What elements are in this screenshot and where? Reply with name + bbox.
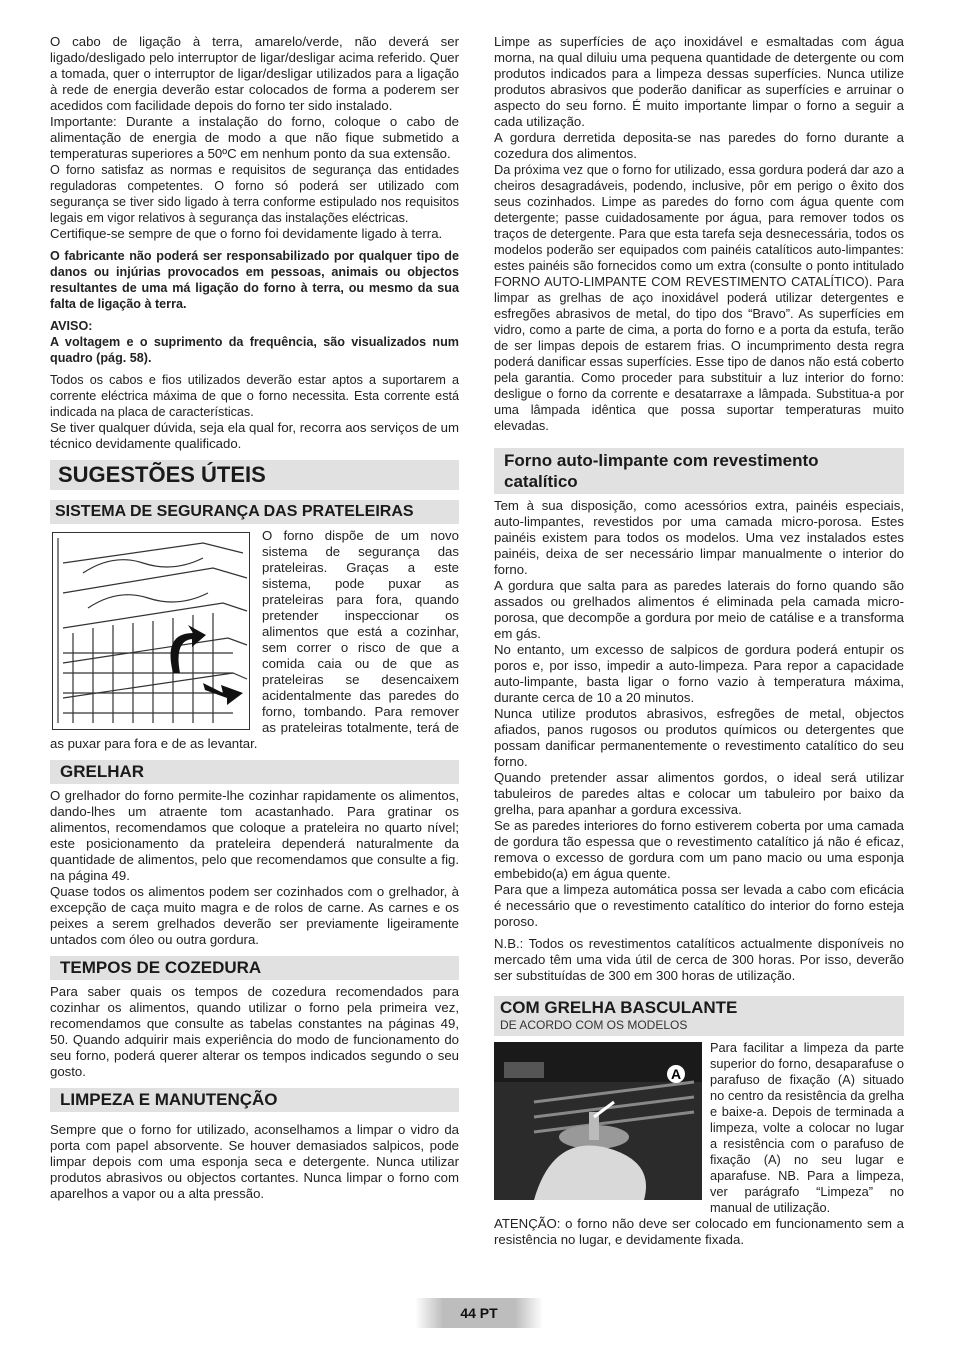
grill-photo [494, 1042, 702, 1200]
paragraph: Da próxima vez que o forno for utilizado, essa gordura poderá dar azo a cheiros desagradáveis, podendo, inclusive, pôr em perigo o êxito dos seus cozinhados. Limpe as paredes do forno com água quente com detergente; passe cuidadosamente por água, para remover todos os traços de detergente. Para que esta tarefa seja desnecessária, todos os modelos poderão ser equipados com painéis catalíticos auto-limpantes: estes painéis são fornecidos como um extra (consulte o ponto intitulado FORNO AUTO-LIMPANTE COM REVESTIMENTO CATALÍTICO). Para limpar as grelhas de aço inoxidável poderá utilizar detergentes e esfregões abrasivos de metal, do tipo dos “Bravo”. As superfícies em vidro, como a parte de cima, a porta do forno e a porta da estufa, terão de ser limpas depois de estarem frias. O incumprimento desta regra poderá danificar essas superfícies. Esse tipo de danos não está coberto pela garantia. Como proceder para substituir a luz interior do forno: desligue o forno da corrente e desatarraxe a lâmpada. Substitua-a por uma lâmpada idêntica que possa suportar temperaturas muito elevadas. [494, 162, 904, 433]
paragraph: O cabo de ligação à terra, amarelo/verde, não deverá ser ligado/desligado pelo interruptor de ligar/desligar acima referido. Quer a tomada, quer o interruptor de ligar/desligar utilizados para a ligação à rede de energia deverão estar colocados de forma a poderem ser acedidos com facilidade depois do forno ter sido instalado. [50, 34, 459, 113]
right-column [494, 34, 904, 1248]
main-title: SUGESTÕES ÚTEIS [50, 460, 459, 490]
shelves-section [50, 528, 459, 752]
warning-paragraph: ATENÇÃO: o forno não deve ser colocado em funcionamento sem a resistência no lugar, e devidamente fixada. [494, 1216, 904, 1247]
grill-photo-illustration-icon [494, 1042, 702, 1200]
page-number: 44 PT [415, 1298, 543, 1328]
paragraph: A gordura derretida deposita-se nas paredes do forno durante a cozedura dos alimentos. [494, 130, 904, 161]
paragraph: Sempre que o forno for utilizado, aconselhamos a limpar o vidro da porta com papel absorvente. Se houver demasiados salpicos, pode limpar depois com uma esponja seca e detergente. Nunca utilizar produtos abrasivos ou objectos cortantes. Nunca limpar o forno com aparelhos a vapor ou a alta pressão. [50, 1122, 459, 1201]
paragraph: Certifique-se sempre de que o forno foi devidamente ligado à terra. [50, 226, 443, 241]
section-title-shelves: SISTEMA DE SEGURANÇA DAS PRATELEIRAS [50, 500, 459, 524]
paragraph: Quando pretender assar alimentos gordos, o ideal será utilizar tabuleiros de paredes altas e colocar um tabuleiro por baixo da grelha, para apanhar a gordura excessiva. [494, 770, 904, 817]
left-column [50, 34, 459, 1202]
paragraph: No entanto, um excesso de salpicos de gordura poderá entupir os poros e, por isso, impedir a auto-limpeza. Para repor a capacidade auto-limpante, basta ligar o forno vazio à temperatura máxima, durante cerca de 10 a 20 minutos. [494, 642, 904, 705]
figure-label-a: A [670, 1066, 682, 1082]
paragraph: Se as paredes interiores do forno estiverem coberta por uma camada de gordura tão espessa que o revestimento catalítico já não é eficaz, remova o excesso de gordura com um pano macio ou uma esponja embebido(a) em água quente. [494, 818, 904, 881]
oven-shelf-figure [52, 532, 250, 730]
liability-notice: O fabricante não poderá ser responsabilizado por qualquer tipo de danos ou injúrias provocados em pessoas, animais ou objectos resultantes de uma má ligação do forno à terra, ou mesmo da sua falta de ligação à terra. [50, 249, 459, 311]
section-header-tilting-grill [494, 996, 904, 1036]
paragraph: Para que a limpeza automática possa ser levada a cabo com eficácia é necessário que o revestimento catalítico do interior do forno esteja poroso. [494, 882, 904, 929]
paragraph: A gordura que salta para as paredes laterais do forno quando são assados ou grelhados alimentos é eliminada pela camada micro-porosa, que decompõe a gordura por meio de catálise e a transforma em gás. [494, 578, 904, 641]
paragraph: O forno satisfaz as normas e requisitos de segurança das entidades reguladoras competentes. O forno só poderá ser utilizado com segurança se tiver sido ligado à terra conforme estipulado nos requisitos legais em vigor relativos à segurança das instalações eléctricas. [50, 163, 459, 225]
paragraph: Para saber quais os tempos de cozedura recomendados para cozinhar os alimentos, quando utilizar o forno pela primeira vez, recomendamos que consulte as tabelas constantes na páginas 49, 50. Quando adquirir mais experiência do modo de funcionamento do seu forno, poderá querer alterar os tempos indicados segundo o seu gosto. [50, 984, 459, 1079]
paragraph: Quase todos os alimentos podem ser cozinhados com o grelhador, à excepção de caça muito magra e de rolos de carne. As carnes e os peixes a serem grelhados deverão ser previamente ligeiramente untados com óleo ou outra gordura. [50, 884, 459, 947]
section-title-cleaning: LIMPEZA E MANUTENÇÃO [50, 1088, 459, 1112]
paragraph: N.B.: Todos os revestimentos catalíticos actualmente disponíveis no mercado têm uma vida útil de cerca de 300 horas. Por isso, deverão ser substituídas de 300 em 300 horas de utilização. [494, 936, 904, 983]
section-subtitle: DE ACORDO COM OS MODELOS [500, 1018, 688, 1032]
paragraph: Importante: Durante a instalação do forno, coloque o cabo de alimentação de energia de modo a que não fique submetido a temperaturas superiores a 50ºC em nenhum ponto da sua extensão. [50, 114, 459, 161]
paragraph: Limpe as superfícies de aço inoxidável e esmaltadas com água morna, na qual diluiu uma pequena quantidade de detergente ou com produtos indicados para a limpeza dessas superfícies. Nunca utilize produtos abrasivos que poderão danificar as superfícies e arruinar o aspecto do seu forno. É muito importante limpar o forno a seguir a cada utilização. [494, 34, 904, 129]
warning-label: AVISO: [50, 319, 93, 333]
section-title-cooking-times: TEMPOS DE COZEDURA [50, 956, 459, 980]
section-title-tilting-grill: COM GRELHA BASCULANTE [500, 998, 738, 1017]
warning-text: A voltagem e o suprimento da frequência, são visualizados num quadro (pág. 58). [50, 335, 459, 365]
section-title-grill: GRELHAR [50, 760, 459, 784]
tilting-grill-section [494, 1040, 904, 1216]
paragraph: Nunca utilize produtos abrasivos, esfregões de metal, objectos afiados, panos rugosos ou produtos químicos ou detergentes que possam danificar permanentemente o revestimento catalítico do seu forno. [494, 706, 904, 769]
paragraph: Tem à sua disposição, como acessórios extra, painéis especiais, auto-limpantes, revestidos por uma camada micro-porosa. Estes painéis existem para todos os modelos. Uma vez instalados estes painéis, deixa de ser necessário limpar manualmente o interior do forno. [494, 498, 904, 577]
paragraph: Todos os cabos e fios utilizados deverão estar aptos a suportarem a corrente eléctrica máxima de que o forno necessita. Esta corrente está indicada na placa de características. [50, 373, 459, 419]
paragraph: Se tiver qualquer dúvida, seja ela qual for, recorra aos serviços de um técnico devidamente qualificado. [50, 420, 459, 451]
paragraph: O grelhador do forno permite-lhe cozinhar rapidamente os alimentos, dando-lhes um atraente tom acastanhado. Para gratinar os alimentos, recomendamos que coloque a prateleira no quarto nível; este posicionamento da prateleira dependerá naturalmente da quantidade de alimentos, pelo que recomendamos que consulte a fig. na página 49. [50, 788, 459, 883]
tilting-grill-text: Para facilitar a limpeza da parte superior do forno, desaparafuse o parafuso de fixação (A) situado no centro da resistência da grelha e baixe-a. Depois de terminada a limpeza, volte a colocar no lugar a resistência com o parafuso de fixação (A) no seu lugar e aparafuse. NB. Para a limpeza, ver parágrafo “Limpeza” no manual de utilização. [710, 1040, 904, 1215]
section-title-catalytic: Forno auto-limpante com revestimento catalítico [494, 448, 904, 494]
shelves-text: O forno dispõe de um novo sistema de segurança das prateleiras. Graças a este sistema, pode puxar as prateleiras para fora, quando pretender inspeccionar os alimentos que está a cozinhar, sem correr o risco de que a comida caia ou de que as prateleiras se desencaixem acidentalmente das paredes do forno, tombando. Para remover as prateleiras totalmente, terá de as puxar para fora e de as levantar. [50, 528, 459, 751]
shelf-illustration-icon [53, 533, 249, 729]
